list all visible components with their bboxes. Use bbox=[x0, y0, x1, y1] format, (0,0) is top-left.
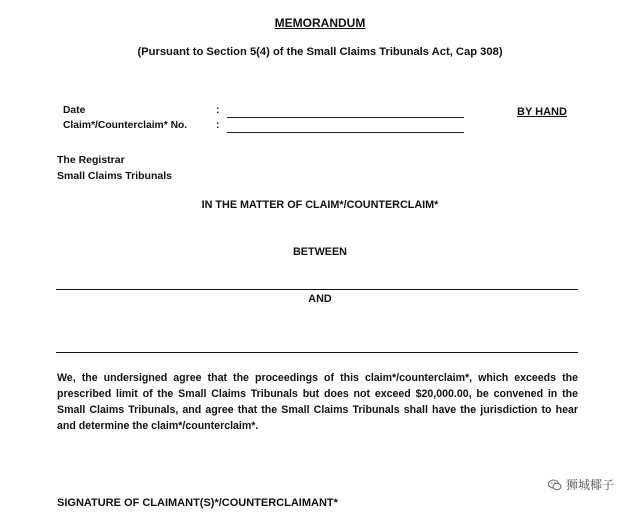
recipient-block bbox=[57, 152, 172, 184]
watermark-text: 狮城椰子 bbox=[566, 478, 615, 492]
agreement-paragraph: We, the undersigned agree that the proceedings of this claim*/counterclaim*, which exceeds the prescribed limit of the Small Claims Tribunals but does not exceed $20,000.00, be convened in the Small Claims Tribunals, and agree that the Small Claims Tribunals shall have the jurisdiction to hear and determine the claim*/counterclaim*. bbox=[57, 372, 578, 432]
date-colon: : bbox=[216, 105, 220, 116]
memorandum-title: MEMORANDUM bbox=[274, 16, 366, 30]
memorandum-subtitle: (Pursuant to Section 5(4) of the Small Claims Tribunals Act, Cap 308) bbox=[137, 46, 503, 58]
wechat-icon bbox=[548, 479, 562, 491]
recipient-line-1: The Registrar bbox=[57, 154, 125, 166]
claim-number-label: Claim*/Counterclaim* No. bbox=[63, 120, 188, 131]
claim-number-colon: : bbox=[216, 120, 220, 131]
party-1-line[interactable] bbox=[56, 289, 578, 290]
by-hand-label: BY HAND bbox=[517, 106, 567, 118]
matter-heading: IN THE MATTER OF CLAIM*/COUNTERCLAIM* bbox=[201, 199, 439, 211]
signature-label: SIGNATURE OF CLAIMANT(S)*/COUNTERCLAIMANT* bbox=[57, 497, 338, 509]
watermark bbox=[548, 476, 614, 493]
recipient-line-2: Small Claims Tribunals bbox=[57, 170, 172, 182]
claim-number-field[interactable] bbox=[227, 132, 464, 133]
date-field[interactable] bbox=[227, 117, 464, 118]
date-label: Date bbox=[63, 105, 86, 116]
party-2-line[interactable] bbox=[56, 352, 578, 353]
between-label: BETWEEN bbox=[293, 246, 347, 258]
and-label: AND bbox=[308, 293, 332, 305]
